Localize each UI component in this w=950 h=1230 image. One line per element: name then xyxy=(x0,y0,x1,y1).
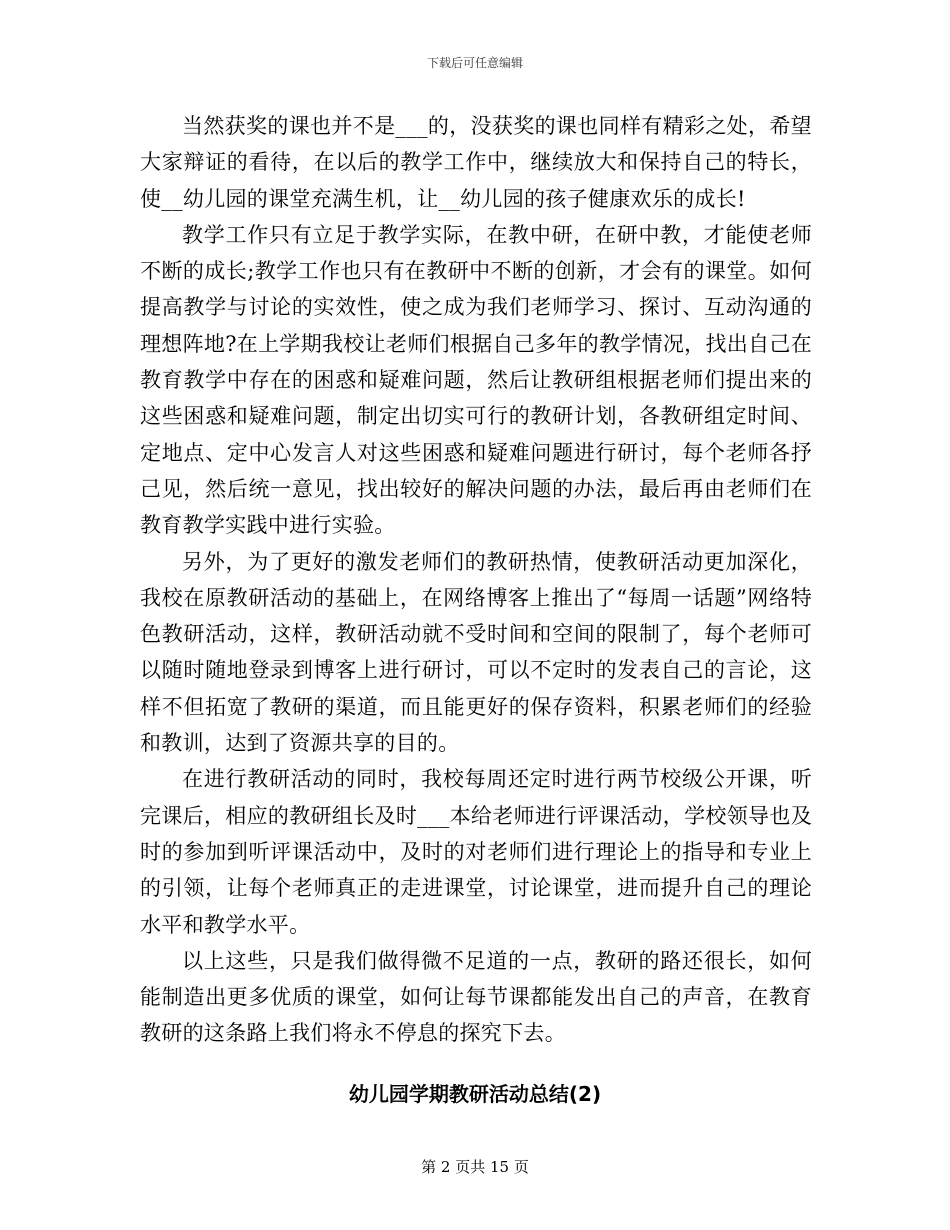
paragraph-5: 以上这些，只是我们做得微不足道的一点，教研的路还很长，如何能制造出更多优质的课堂，如何让每节课都能发出自己的声音，在教育教研的这条路上我们将永不停息的探究下去。 xyxy=(140,948,812,1046)
page-number: 第 2 页共 15 页 xyxy=(421,1158,529,1176)
document-body xyxy=(140,108,812,1052)
paragraph-4: 在进行教研活动的同时，我校每周还定时进行两节校级公开课，听完课后，相应的教研组长及时___本给老师进行评课活动，学校领导也及时的参加到听评课活动中，及时的对老师们进行理论上的指导和专业上的引领，让每个老师真正的走进课堂，讨论课堂，进而提升自己的理论水平和教学水平。 xyxy=(140,767,812,937)
paragraph-3: 另外，为了更好的激发老师们的教研热情，使教研活动更加深化，我校在原教研活动的基础上，在网络博客上推出了“每周一话题”网络特色教研活动，这样，教研活动就不受时间和空间的限制了，每个老师可以随时随地登录到博客上进行研讨，可以不定时的发表自己的言论，这样不但拓宽了教研的渠道，而且能更好的保存资料，积累老师们的经验和教训，达到了资源共享的目的。 xyxy=(140,549,812,756)
page-header-note: 下载后可任意编辑 xyxy=(426,56,523,70)
paragraph-2: 教学工作只有立足于教学实际，在教中研，在研中教，才能使老师不断的成长;教学工作也只有在教研中不断的创新，才会有的课堂。如何提高教学与讨论的实效性，使之成为我们老师学习、探讨、互动沟通的理想阵地?在上学期我校让老师们根据自己多年的教学情况，找出自己在教育教学中存在的困惑和疑难问题，然后让教研组根据老师们提出来的这些困惑和疑难问题，制定出切实可行的教研计划，各教研组定时间、定地点、定中心发言人对这些困惑和疑难问题进行研讨，每个老师各抒己见，然后统一意见，找出较好的解决问题的办法，最后再由老师们在教育教学实践中进行实验。 xyxy=(140,222,812,538)
paragraph-1: 当然获奖的课也并不是___的，没获奖的课也同样有精彩之处，希望大家辩证的看待，在以后的教学工作中，继续放大和保持自己的特长，使__幼儿园的课堂充满生机，让__幼儿园的孩子健康欢乐的成长! xyxy=(140,114,812,211)
section-title: 幼儿园学期教研活动总结(2) xyxy=(348,1082,602,1106)
